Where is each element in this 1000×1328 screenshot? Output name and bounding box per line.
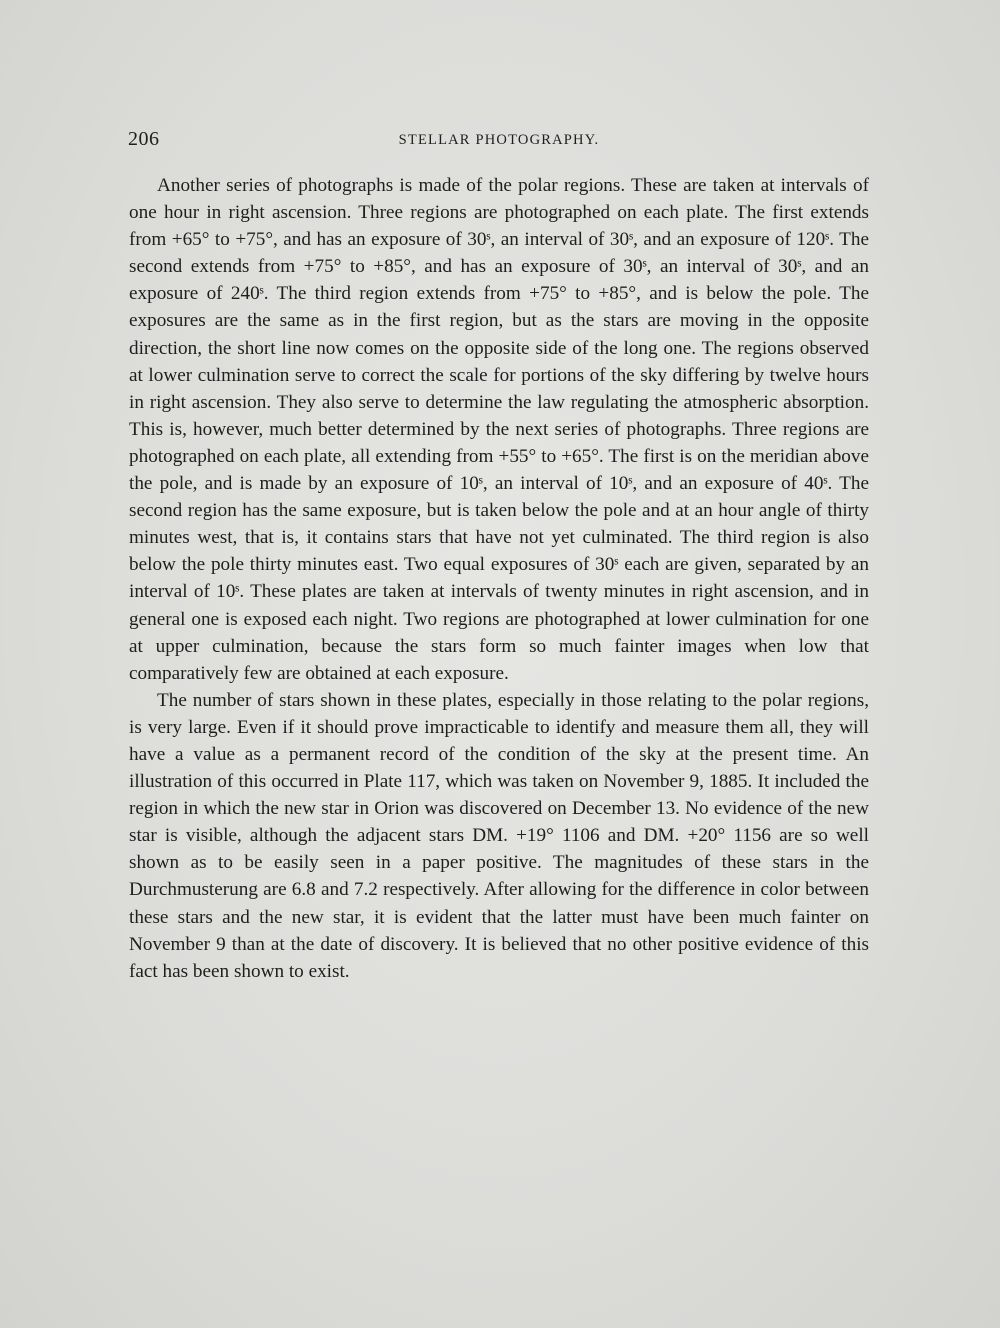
running-head <box>128 128 870 154</box>
page-number: 206 <box>128 128 160 150</box>
paragraph-polar-regions: Another series of photographs is made of the polar regions. These are taken at intervals of one hour in right ascension. Three regions are photographed on each plate. The first extends from +65° to +75°, and has an exposure of 30ˢ, an interval of 30ˢ, and an exposure of 120ˢ. The second extends from +75° to +85°, and has an exposure of 30ˢ, an interval of 30ˢ, and an exposure of 240ˢ. The third region extends from +75° to +85°, and is below the pole. The exposures are the same as in the first region, but as the stars are moving in the opposite direction, the short line now comes on the opposite side of the long one. The regions observed at lower culmination serve to correct the scale for portions of the sky differing by twelve hours in right ascension. They also serve to determine the law regulating the atmospheric absorption. This is, however, much better determined by the next series of photographs. Three regions are photographed on each plate, all extending from +55° to +65°. The first is on the meridian above the pole, and is made by an exposure of 10ˢ, an interval of 10ˢ, and an exposure of 40ˢ. The second region has the same exposure, but is taken below the pole and at an hour angle of thirty minutes west, that is, it contains stars that have not yet culminated. The third region is also below the pole thirty minutes east. Two equal exposures of 30ˢ each are given, separated by an interval of 10ˢ. These plates are taken at intervals of twenty minutes in right ascension, and in general one is exposed each night. Two regions are photographed at lower culmination for one at upper culmination, because the stars form so much fainter images when low that comparatively few are obtained at each exposure. <box>129 175 869 684</box>
paragraph-number-of-stars: The number of stars shown in these plates, especially in those relating to the polar regions, is very large. Even if it should prove impracticable to identify and measure them all, they will have a value as a permanent record of the condition of the sky at the present time. An illustration of this occurred in Plate 117, which was taken on November 9, 1885. It included the region in which the new star in Orion was discovered on December 13. No evidence of the new star is visible, although the adjacent stars DM. +19° 1106 and DM. +20° 1156 are so well shown as to be easily seen in a paper positive. The magnitudes of these stars in the Durchmusterung are 6.8 and 7.2 respectively. After allowing for the difference in color between these stars and the new star, it is evident that the latter must have been much fainter on November 9 than at the date of discovery. It is believed that no other positive evidence of this fact has been shown to exist. <box>129 689 869 982</box>
body-text <box>129 172 869 985</box>
running-title: STELLAR PHOTOGRAPHY. <box>398 132 600 148</box>
